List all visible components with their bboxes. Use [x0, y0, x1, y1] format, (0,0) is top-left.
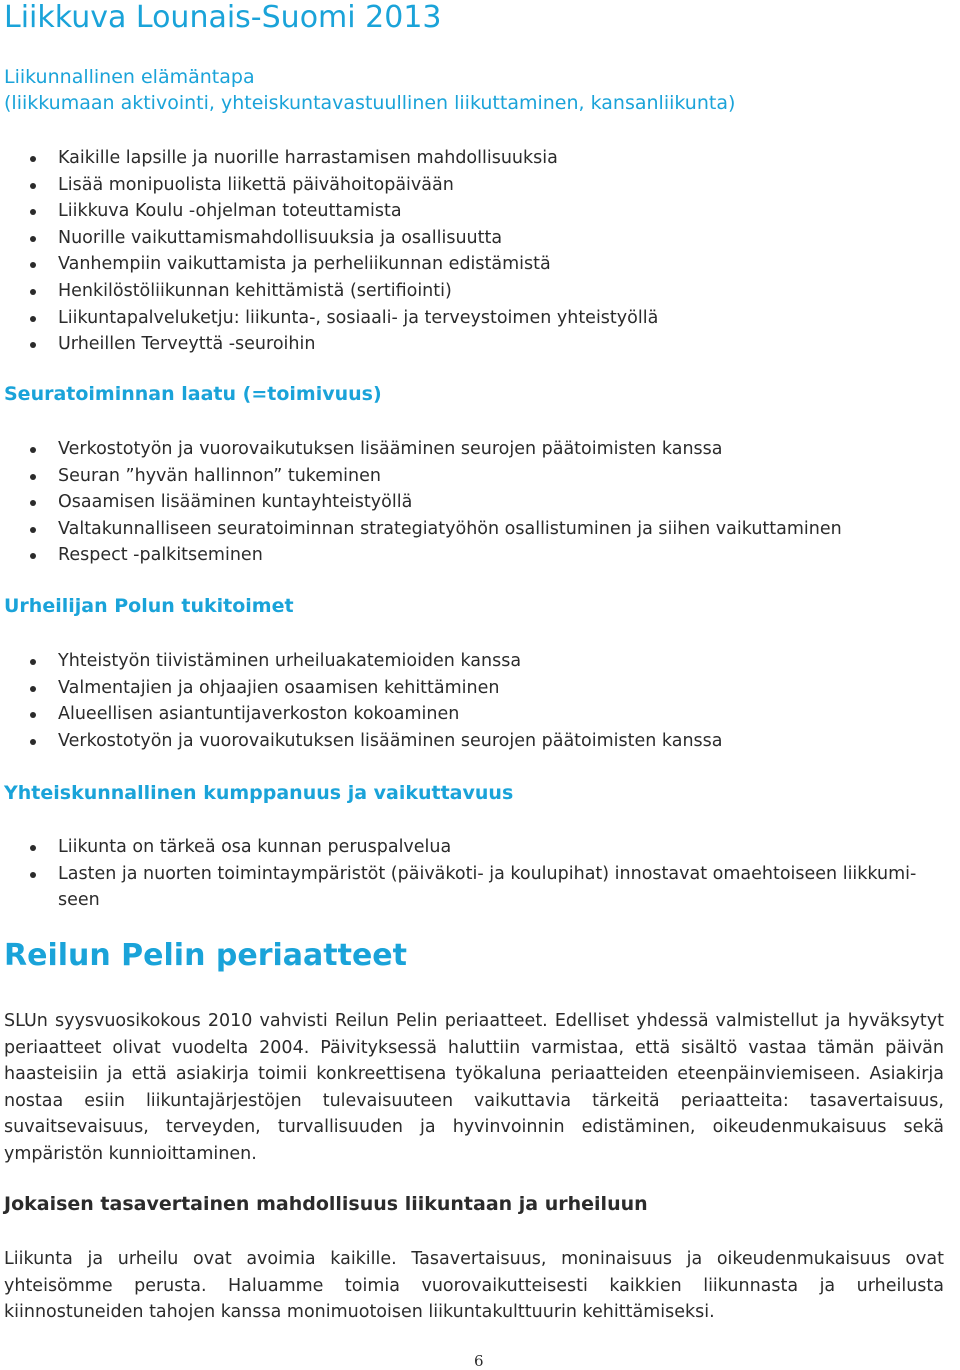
list-item: Yhteistyön tiivistäminen urheiluakatemioiden kanssa — [0, 648, 723, 675]
section2-list — [0, 436, 842, 569]
bullet-icon — [30, 156, 36, 162]
bullet-icon — [30, 262, 36, 268]
section1-headings — [4, 64, 735, 116]
list-item: Valmentajien ja ohjaajien osaamisen kehittäminen — [0, 675, 723, 702]
section3-list — [0, 648, 723, 754]
list-item: Osaamisen lisääminen kuntayhteistyöllä — [0, 489, 842, 516]
equal-heading: Jokaisen tasavertainen mahdollisuus liikuntaan ja urheiluun — [4, 1193, 648, 1215]
list-item: Respect -palkitseminen — [0, 542, 842, 569]
list-item: Liikunta on tärkeä osa kunnan peruspalvelua — [0, 834, 958, 861]
section4-list — [0, 834, 958, 914]
list-item: Henkilöstöliikunnan kehittämistä (sertifiointi) — [0, 278, 658, 305]
bullet-icon — [30, 686, 36, 692]
bullet-icon — [30, 527, 36, 533]
bullet-icon — [30, 659, 36, 665]
list-item: Lisää monipuolista liikettä päivähoitopäivään — [0, 172, 658, 199]
section4-heading: Yhteiskunnallinen kumppanuus ja vaikuttavuus — [4, 782, 514, 804]
bullet-icon — [30, 209, 36, 215]
reilu-paragraph: SLUn syysvuosikokous 2010 vahvisti Reilun Pelin periaatteet. Edelliset yhdessä valmistellut ja hyväksytyt periaatteet olivat vuodelta 2004. Päivityksessä haluttiin varmistaa, että sisältö vastaa tämän päivän haasteisiin ja että asiakirja toimii konkreettisena työkaluna periaatteiden eteenpäinviemiseen. Asiakirja nostaa esiin liikuntajärjestöjen tulevaisuuteen vaikuttavia tärkeitä periaatteita: tasavertaisuus, suvaitsevaisuus, terveyden, turvallisuuden ja hyvinvoinnin edistäminen, oikeudenmukaisuus sekä ympäristön kunnioittaminen. — [4, 1011, 944, 1164]
page-number: 6 — [474, 1352, 484, 1370]
list-item: Lasten ja nuorten toimintaympäristöt (päiväkoti- ja koulupihat) innostavat omaehtoiseen liikkumi-seen — [0, 861, 958, 914]
section1-subheading: (liikkumaan aktivointi, yhteiskuntavastuullinen liikuttaminen, kansanliikunta) — [4, 92, 736, 114]
bullet-icon — [30, 289, 36, 295]
bullet-icon — [30, 712, 36, 718]
bullet-icon — [30, 872, 36, 878]
list-item: Liikkuva Koulu -ohjelman toteuttamista — [0, 198, 658, 225]
reilu-heading: Reilun Pelin periaatteet — [4, 938, 407, 973]
section1-list — [0, 145, 658, 358]
section3-heading: Urheilijan Polun tukitoimet — [4, 595, 294, 617]
bullet-icon — [30, 447, 36, 453]
list-item: Verkostotyön ja vuorovaikutuksen lisääminen seurojen päätoimisten kanssa — [0, 728, 723, 755]
bullet-icon — [30, 342, 36, 348]
bullet-icon — [30, 474, 36, 480]
bullet-icon — [30, 316, 36, 322]
bullet-icon — [30, 739, 36, 745]
bullet-icon — [30, 183, 36, 189]
bullet-icon — [30, 845, 36, 851]
equal-paragraph: Liikunta ja urheilu ovat avoimia kaikille. Tasavertaisuus, moninaisuus ja oikeudenmukaisuus ovat yhteisömme perusta. Haluamme toimia vuorovaikutteisesti kaikkien liikunnasta ja urheilusta kiinnostuneiden tahojen kanssa monimuotoisen liikuntakulttuurin kehittämiseksi. — [4, 1249, 944, 1322]
section2-heading: Seuratoiminnan laatu (=toimivuus) — [4, 383, 382, 405]
list-item: Vanhempiin vaikuttamista ja perheliikunnan edistämistä — [0, 251, 658, 278]
list-item: Valtakunnalliseen seuratoiminnan strategiatyöhön osallistuminen ja siihen vaikuttaminen — [0, 516, 842, 543]
list-item: Urheillen Terveyttä -seuroihin — [0, 331, 658, 358]
section1-heading: Liikunnallinen elämäntapa — [4, 66, 255, 88]
list-item: Verkostotyön ja vuorovaikutuksen lisääminen seurojen päätoimisten kanssa — [0, 436, 842, 463]
bullet-icon — [30, 236, 36, 242]
list-item: Kaikille lapsille ja nuorille harrastamisen mahdollisuuksia — [0, 145, 658, 172]
list-item: Liikuntapalveluketju: liikunta-, sosiaali- ja terveystoimen yhteistyöllä — [0, 305, 658, 332]
list-item: Nuorille vaikuttamismahdollisuuksia ja osallisuutta — [0, 225, 658, 252]
list-item: Seuran ”hyvän hallinnon” tukeminen — [0, 463, 842, 490]
page-title: Liikkuva Lounais-Suomi 2013 — [4, 0, 442, 35]
bullet-icon — [30, 553, 36, 559]
bullet-icon — [30, 500, 36, 506]
list-item: Alueellisen asiantuntijaverkoston kokoaminen — [0, 701, 723, 728]
